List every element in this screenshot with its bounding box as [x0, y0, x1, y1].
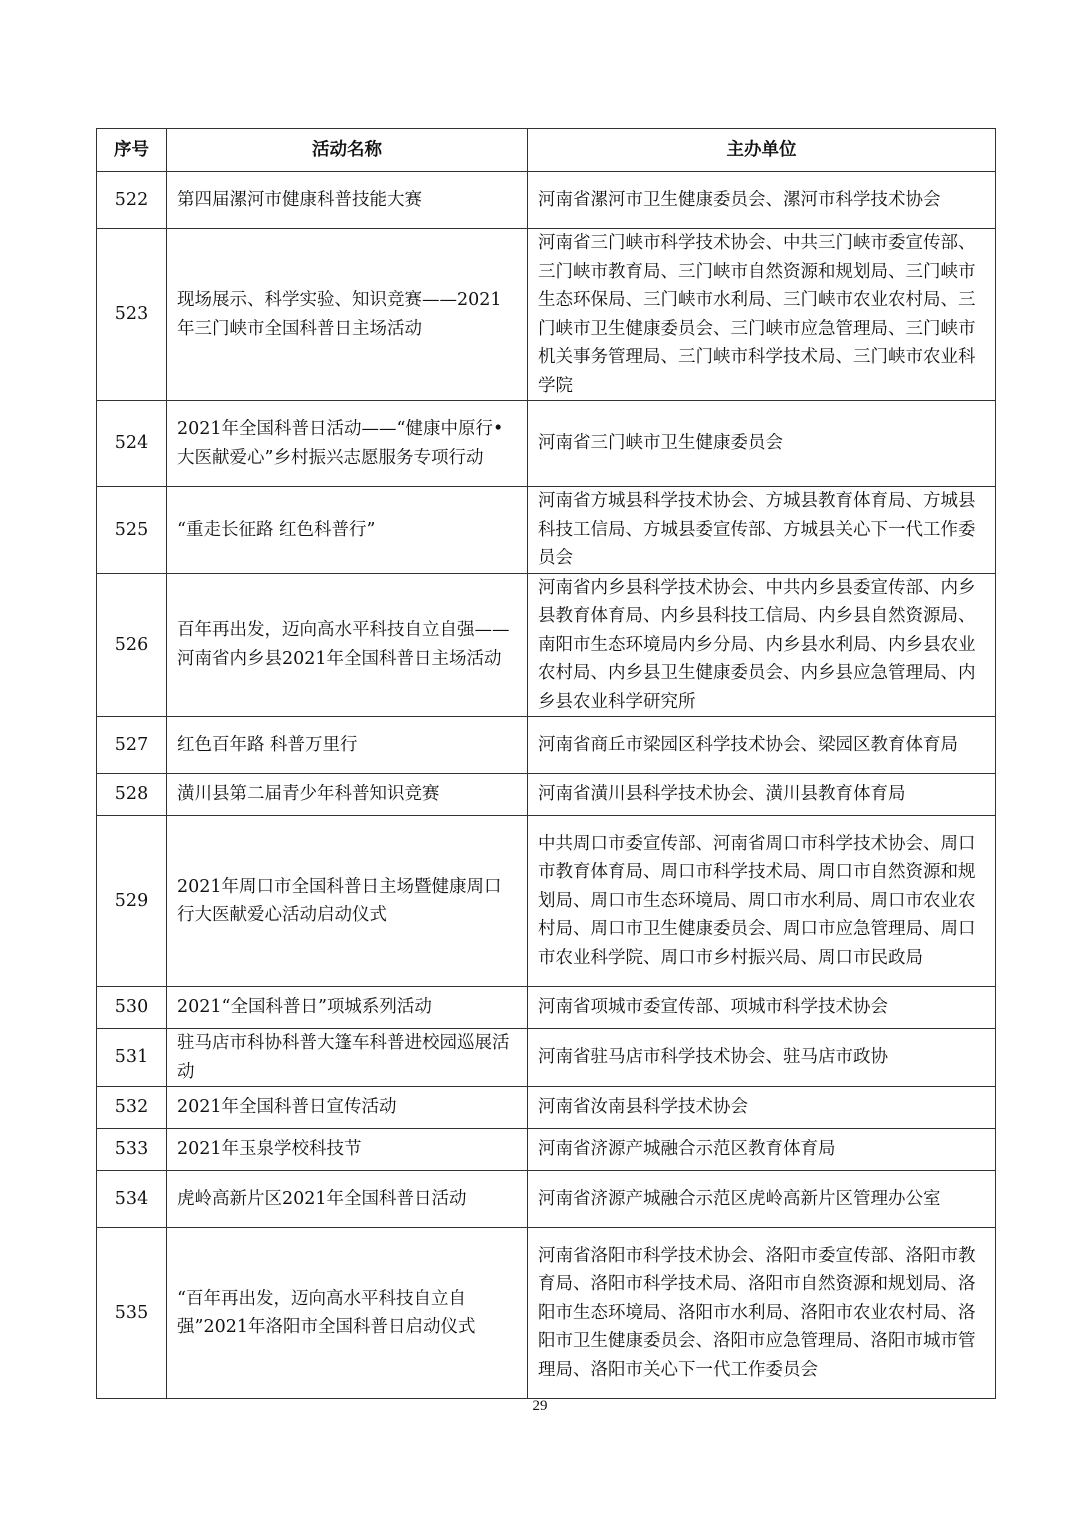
table-row: [97, 401, 996, 487]
row-number: 524: [97, 401, 167, 487]
header-organizer: 主办单位: [528, 129, 996, 172]
activity-table: [96, 128, 996, 1399]
organizer: 河南省三门峡市卫生健康委员会: [528, 401, 996, 487]
row-number: 523: [97, 229, 167, 401]
table-row: [97, 172, 996, 229]
page-number: 29: [532, 1398, 548, 1414]
activity-name: 潢川县第二届青少年科普知识竞赛: [167, 774, 528, 816]
row-number: 529: [97, 816, 167, 987]
activity-name: 2021“全国科普日”项城系列活动: [167, 987, 528, 1029]
activity-name: 2021年全国科普日宣传活动: [167, 1087, 528, 1129]
row-number: 535: [97, 1228, 167, 1399]
table-row: [97, 1029, 996, 1087]
activity-name: 虎岭高新片区2021年全国科普日活动: [167, 1171, 528, 1228]
row-number: 533: [97, 1129, 167, 1171]
header-activity-name: 活动名称: [167, 129, 528, 172]
organizer: 河南省潢川县科学技术协会、潢川县教育体育局: [528, 774, 996, 816]
row-number: 534: [97, 1171, 167, 1228]
organizer: 中共周口市委宣传部、河南省周口市科学技术协会、周口市教育体育局、周口市科学技术局、周口市自然资源和规划局、周口市生态环境局、周口市水利局、周口市农业农村局、周口市卫生健康委员会、周口市应急管理局、周口市农业科学院、周口市乡村振兴局、周口市民政局: [528, 816, 996, 987]
table-row: [97, 1228, 996, 1399]
organizer: 河南省济源产城融合示范区虎岭高新片区管理办公室: [528, 1171, 996, 1228]
table-row: [97, 487, 996, 574]
row-number: 532: [97, 1087, 167, 1129]
activity-name: 2021年周口市全国科普日主场暨健康周口行大医献爱心活动启动仪式: [167, 816, 528, 987]
activity-name: 2021年玉泉学校科技节: [167, 1129, 528, 1171]
organizer: 河南省汝南县科学技术协会: [528, 1087, 996, 1129]
header-number: 序号: [97, 129, 167, 172]
activity-name: 红色百年路 科普万里行: [167, 717, 528, 774]
organizer: 河南省漯河市卫生健康委员会、漯河市科学技术协会: [528, 172, 996, 229]
table-row: [97, 1171, 996, 1228]
row-number: 530: [97, 987, 167, 1029]
activity-name: 2021年全国科普日活动——“健康中原行•大医献爱心”乡村振兴志愿服务专项行动: [167, 401, 528, 487]
activity-name: 驻马店市科协科普大篷车科普进校园巡展活动: [167, 1029, 528, 1087]
activity-name: 百年再出发，迈向高水平科技自立自强——河南省内乡县2021年全国科普日主场活动: [167, 573, 528, 717]
table-row: [97, 1129, 996, 1171]
activity-name: “百年再出发，迈向高水平科技自立自强”2021年洛阳市全国科普日启动仪式: [167, 1228, 528, 1399]
organizer: 河南省项城市委宣传部、项城市科学技术协会: [528, 987, 996, 1029]
table-row: [97, 774, 996, 816]
organizer: 河南省三门峡市科学技术协会、中共三门峡市委宣传部、三门峡市教育局、三门峡市自然资源和规划局、三门峡市生态环保局、三门峡市水利局、三门峡市农业农村局、三门峡市卫生健康委员会、三门峡市应急管理局、三门峡市机关事务管理局、三门峡市科学技术局、三门峡市农业科学院: [528, 229, 996, 401]
table-row: [97, 987, 996, 1029]
table-row: [97, 573, 996, 717]
row-number: 527: [97, 717, 167, 774]
activity-name: 第四届漯河市健康科普技能大赛: [167, 172, 528, 229]
activity-name: 现场展示、科学实验、知识竞赛——2021年三门峡市全国科普日主场活动: [167, 229, 528, 401]
row-number: 526: [97, 573, 167, 717]
table-header-row: [97, 129, 996, 172]
row-number: 531: [97, 1029, 167, 1087]
table-row: [97, 816, 996, 987]
row-number: 522: [97, 172, 167, 229]
organizer: 河南省洛阳市科学技术协会、洛阳市委宣传部、洛阳市教育局、洛阳市科学技术局、洛阳市自然资源和规划局、洛阳市生态环境局、洛阳市水利局、洛阳市农业农村局、洛阳市卫生健康委员会、洛阳市应急管理局、洛阳市城市管理局、洛阳市关心下一代工作委员会: [528, 1228, 996, 1399]
table-row: [97, 229, 996, 401]
row-number: 525: [97, 487, 167, 574]
organizer: 河南省方城县科学技术协会、方城县教育体育局、方城县科技工信局、方城县委宣传部、方城县关心下一代工作委员会: [528, 487, 996, 574]
organizer: 河南省驻马店市科学技术协会、驻马店市政协: [528, 1029, 996, 1087]
organizer: 河南省济源产城融合示范区教育体育局: [528, 1129, 996, 1171]
table-row: [97, 1087, 996, 1129]
row-number: 528: [97, 774, 167, 816]
organizer: 河南省商丘市梁园区科学技术协会、梁园区教育体育局: [528, 717, 996, 774]
organizer: 河南省内乡县科学技术协会、中共内乡县委宣传部、内乡县教育体育局、内乡县科技工信局、内乡县自然资源局、南阳市生态环境局内乡分局、内乡县水利局、内乡县农业农村局、内乡县卫生健康委员会、内乡县应急管理局、内乡县农业科学研究所: [528, 573, 996, 717]
activity-name: “重走长征路 红色科普行”: [167, 487, 528, 574]
table-row: [97, 717, 996, 774]
